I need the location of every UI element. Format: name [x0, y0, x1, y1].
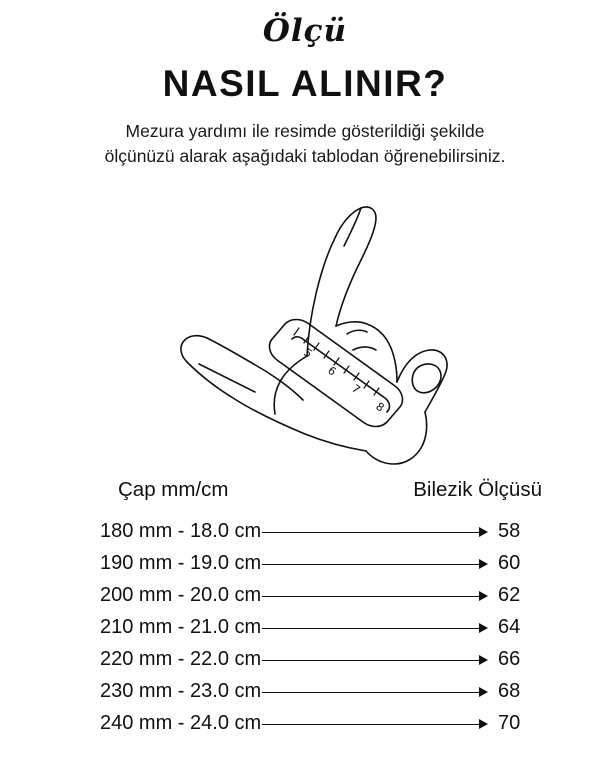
- tape-mark-7: 7: [349, 381, 363, 397]
- table-row: [0, 708, 610, 740]
- bracelet-size-value: 60: [498, 552, 521, 575]
- diameter-value: 240 mm - 24.0 cm: [100, 712, 262, 735]
- diameter-value: 200 mm - 20.0 cm: [100, 584, 262, 607]
- bracelet-size-value: 70: [498, 712, 521, 735]
- table-row: [0, 516, 610, 548]
- diameter-value: 180 mm - 18.0 cm: [100, 520, 262, 543]
- arrow-connector: [262, 686, 488, 698]
- table-row: [0, 676, 610, 708]
- arrow-connector: [262, 590, 488, 602]
- bracelet-size-value: 58: [498, 520, 521, 543]
- table-row: [0, 644, 610, 676]
- arrow-connector: [262, 526, 488, 538]
- diameter-value: 220 mm - 22.0 cm: [100, 648, 262, 671]
- bracelet-size-value: 68: [498, 680, 521, 703]
- table-header-row: [0, 478, 610, 502]
- diameter-value: 210 mm - 21.0 cm: [100, 616, 262, 639]
- size-table: [0, 478, 610, 740]
- tape-mark-8: 8: [373, 399, 387, 415]
- subtitle-line-1: Mezura yardımı ile resimde gösterildiği şekilde: [125, 120, 485, 141]
- diameter-value: 190 mm - 19.0 cm: [100, 552, 262, 575]
- page-title: NASIL ALINIR?: [162, 63, 448, 105]
- arrow-connector: [262, 558, 488, 570]
- bracelet-size-value: 66: [498, 648, 521, 671]
- table-row: [0, 612, 610, 644]
- script-title: Ölçü: [262, 13, 348, 49]
- hand-with-tape-icon: [95, 176, 515, 476]
- diameter-value: 230 mm - 23.0 cm: [100, 680, 262, 703]
- bracelet-size-value: 64: [498, 616, 521, 639]
- arrow-connector: [262, 718, 488, 730]
- arrow-connector: [262, 622, 488, 634]
- bracelet-size-value: 62: [498, 584, 521, 607]
- arrow-connector: [262, 654, 488, 666]
- column-header-diameter: Çap mm/cm: [118, 477, 229, 501]
- tape-mark-5: 5: [301, 345, 315, 361]
- page-subtitle: [55, 119, 555, 170]
- table-row: [0, 548, 610, 580]
- subtitle-line-2: ölçünüzü alarak aşağıdaki tablodan öğrenebilirsiniz.: [104, 146, 506, 167]
- column-header-size: Bilezik Ölçüsü: [413, 477, 542, 501]
- tape-mark-6: 6: [325, 363, 339, 379]
- hand-illustration: [0, 176, 610, 476]
- table-row: [0, 580, 610, 612]
